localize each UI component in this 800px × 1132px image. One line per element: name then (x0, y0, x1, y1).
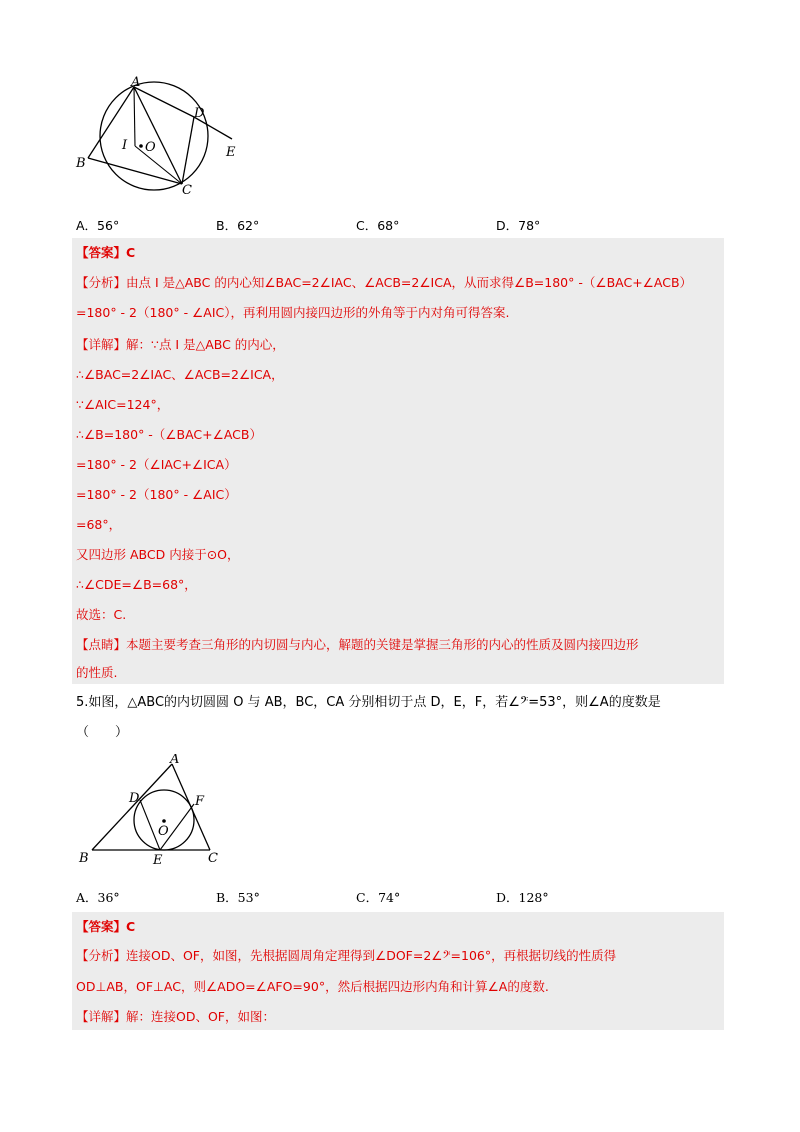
figure-circle-incenter (74, 74, 254, 194)
label-A: A (131, 75, 141, 90)
label-B: B (79, 851, 89, 866)
label-D: D (194, 106, 205, 121)
option-c: C．68° (356, 218, 400, 233)
option-d: D．78° (496, 218, 541, 233)
q5-stem-line1: 5.如图，△ABC的内切圆圆 O 与 AB，BC，CA 分别相切于点 D，E，F，若∠𝄢=53°，则∠A的度数是 (76, 695, 661, 710)
q5-answer: 【答案】C (76, 919, 136, 934)
label-E: E (226, 145, 236, 160)
label-C: C (208, 851, 218, 866)
q4-comment-line2: 的性质. (76, 665, 118, 680)
q4-analysis-line2: =180° - 2（180° - ∠AIC），再利用圆内接四边形的外角等于内对角可得答案. (76, 305, 510, 320)
figure-incircle-triangle (74, 754, 234, 866)
label-D: D (129, 791, 140, 806)
segment-IC (135, 146, 182, 184)
segment-BC (88, 158, 182, 184)
label-E: E (153, 853, 163, 866)
label-O: O (158, 824, 169, 839)
q4-detail-line: ∴∠B=180° -（∠BAC+∠ACB） (76, 427, 262, 442)
q4-analysis-line1: 【分析】由点 I 是△ABC 的内心知∠BAC=2∠IAC、∠ACB=2∠ICA，从而求得∠B=180° -（∠BAC+∠ACB） (76, 275, 693, 290)
segment-AC (134, 87, 182, 184)
option-c: C．74° (356, 890, 401, 905)
q4-detail-line: ∴∠CDE=∠B=68°， (76, 577, 197, 592)
q4-detail-line: =180° - 2（180° - ∠AIC） (76, 487, 237, 502)
q4-detail-line: =68°， (76, 517, 122, 532)
q5-analysis-line2: OD⊥AB，OF⊥AC，则∠ADO=∠AFO=90°，然后根据四边形内角和计算∠A的度数. (76, 979, 549, 994)
option-b: B．53° (216, 890, 260, 905)
label-B: B (76, 156, 86, 171)
label-O: O (145, 140, 156, 155)
q5-detail-line1: 【详解】解：连接OD、OF，如图： (76, 1009, 275, 1024)
q4-detail-line: 故选：C. (76, 607, 127, 622)
segment-AI (134, 87, 135, 146)
center-dot (139, 144, 143, 148)
q4-detail-line: 又四边形 ABCD 内接于⊙O， (76, 547, 240, 562)
label-I: I (122, 138, 128, 153)
q5-analysis-line1: 【分析】连接OD、OF，如图，先根据圆周角定理得到∠DOF=2∠𝄢=106°，再根据切线的性质得 (76, 948, 617, 963)
option-d: D．128° (496, 890, 549, 905)
q4-detail-line: 【详解】解：∵点 I 是△ABC 的内心， (76, 337, 285, 352)
q4-detail-line: ∴∠BAC=2∠IAC、∠ACB=2∠ICA， (76, 367, 284, 382)
label-A: A (170, 754, 180, 767)
q5-stem-line2: （ ） (76, 725, 129, 740)
option-b: B．62° (216, 218, 260, 233)
q4-comment-line1: 【点睛】本题主要考查三角形的内切圆与内心，解题的关键是掌握三角形的内心的性质及圆内接四边形 (76, 637, 639, 652)
label-C: C (182, 183, 192, 194)
label-F: F (195, 794, 205, 809)
segment-DE (140, 800, 160, 850)
q4-detail-line: =180° - 2（∠IAC+∠ICA） (76, 457, 237, 472)
option-a: A．36° (76, 890, 120, 905)
q4-answer: 【答案】C (76, 245, 136, 260)
q4-detail-line: ∵∠AIC=124°， (76, 397, 170, 412)
circumcircle (100, 82, 208, 190)
option-a: A．56° (76, 218, 120, 233)
center-dot (162, 819, 166, 823)
